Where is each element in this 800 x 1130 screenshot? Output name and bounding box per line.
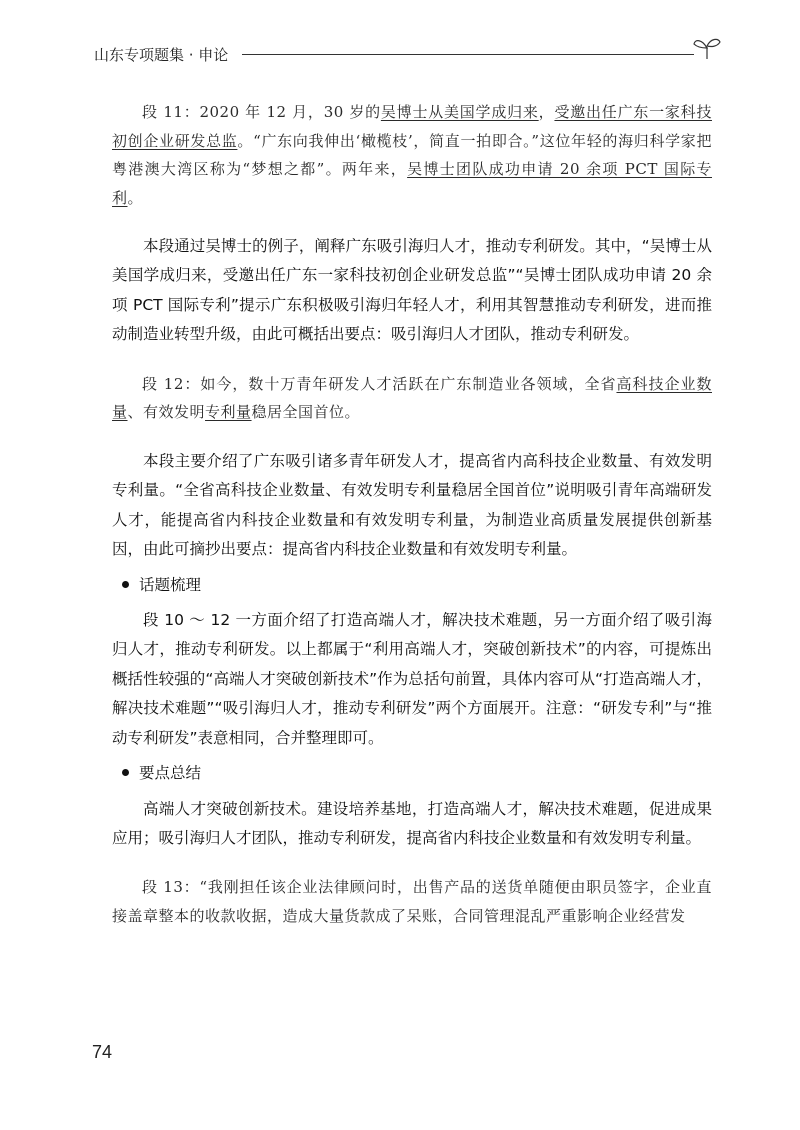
source-paragraph <box>112 98 712 212</box>
bullet-dot-icon <box>122 769 129 776</box>
text-segment: 话题梳理 <box>139 575 202 594</box>
header-title: 山东专项题集 · 申论 <box>94 46 229 64</box>
underlined-text: 吴博士团队成功申请 20 余项 PCT 国际专利 <box>112 160 712 207</box>
text-segment: 段 13：“我刚担任该企业法律顾问时，出售产品的送货单随便由职员签字，企业直接盖章整本的收款收据，造成大量货款成了呆账，合同管理混乱严重影响企业经营发 <box>112 878 712 925</box>
text-segment: 要点总结 <box>139 764 202 783</box>
text-segment: 段 10 ～ 12 一方面介绍了打造高端人才，解决技术难题，另一方面介绍了吸引海归人才，推动专利研发。以上都属于“利用高端人才，突破创新技术”的内容，可提炼出概括性较强的“高端人才突破创新技术”作为总括句前置，具体内容可从“打造高端人才，解决技术难题”“吸引海归人才，推动专利研发”两个方面展开。注意：“研发专利”与“推动专利研发”表意相同，合并整理即可。 <box>112 610 712 747</box>
bullet-dot-icon <box>122 581 129 588</box>
analysis-paragraph <box>112 447 712 565</box>
text-segment: 本段主要介绍了广东吸引诸多青年研发人才，提高省内高科技企业数量、有效发明专利量。“全省高科技企业数量、有效发明专利量稳居全国首位”说明吸引青年高端研发人才，能提高省内科技企业数量和有效发明专利量，为制造业高质量发展提供创新基因，由此可摘抄出要点：提高省内科技企业数量和有效发明专利量。 <box>112 451 712 559</box>
running-header <box>94 38 724 68</box>
text-segment: 。“广东向我伸出‘橄榄枝’，简直一拍即合。”这位年轻的海归科学家把粤港澳大湾区称为“梦想之都”。两年来， <box>112 131 712 178</box>
analysis-paragraph <box>112 795 712 854</box>
text-segment: 段 11：2020 年 12 月，30 岁的 <box>142 103 381 121</box>
text-segment: 、有效发明 <box>127 403 206 422</box>
analysis-paragraph <box>112 606 712 753</box>
section-heading <box>112 571 712 600</box>
sprout-icon <box>692 36 722 60</box>
text-segment: 本段通过吴博士的例子，阐释广东吸引海归人才，推动专利研发。其中，“吴博士从美国学成归来，受邀出任广东一家科技初创企业研发总监”“吴博士团队成功申请 20 余项 PCT 国际专利”提示广东积极吸引海归年轻人才，利用其智慧推动专利研发，进而推动制造业转型升级，由此可概括出要点：吸引海归人才团队，推动专利研发。 <box>112 237 712 344</box>
text-segment: 稳居全国首位。 <box>251 403 361 422</box>
source-paragraph <box>112 873 712 930</box>
underlined-text: 专利量 <box>205 403 252 422</box>
text-segment: 。 <box>127 188 144 207</box>
source-paragraph <box>112 370 712 427</box>
page-number: 74 <box>92 1042 113 1062</box>
article-body <box>112 98 712 930</box>
underlined-text: 高科技企业数量 <box>112 374 712 422</box>
text-segment: 段 12：如今，数十万青年研发人才活跃在广东制造业各领域，全省 <box>142 374 617 393</box>
header-rule <box>242 54 694 55</box>
text-segment: ， <box>538 103 555 121</box>
section-heading <box>112 759 712 788</box>
analysis-paragraph <box>112 232 712 350</box>
underlined-text: 受邀出任广东一家科技初创企业研发总监 <box>112 103 712 150</box>
underlined-text: 吴博士从美国学成归来 <box>380 103 539 121</box>
text-segment: 高端人才突破创新技术。建设培养基地，打造高端人才，解决技术难题，促进成果应用；吸引海归人才团队，推动专利研发，提高省内科技企业数量和有效发明专利量。 <box>112 799 712 847</box>
